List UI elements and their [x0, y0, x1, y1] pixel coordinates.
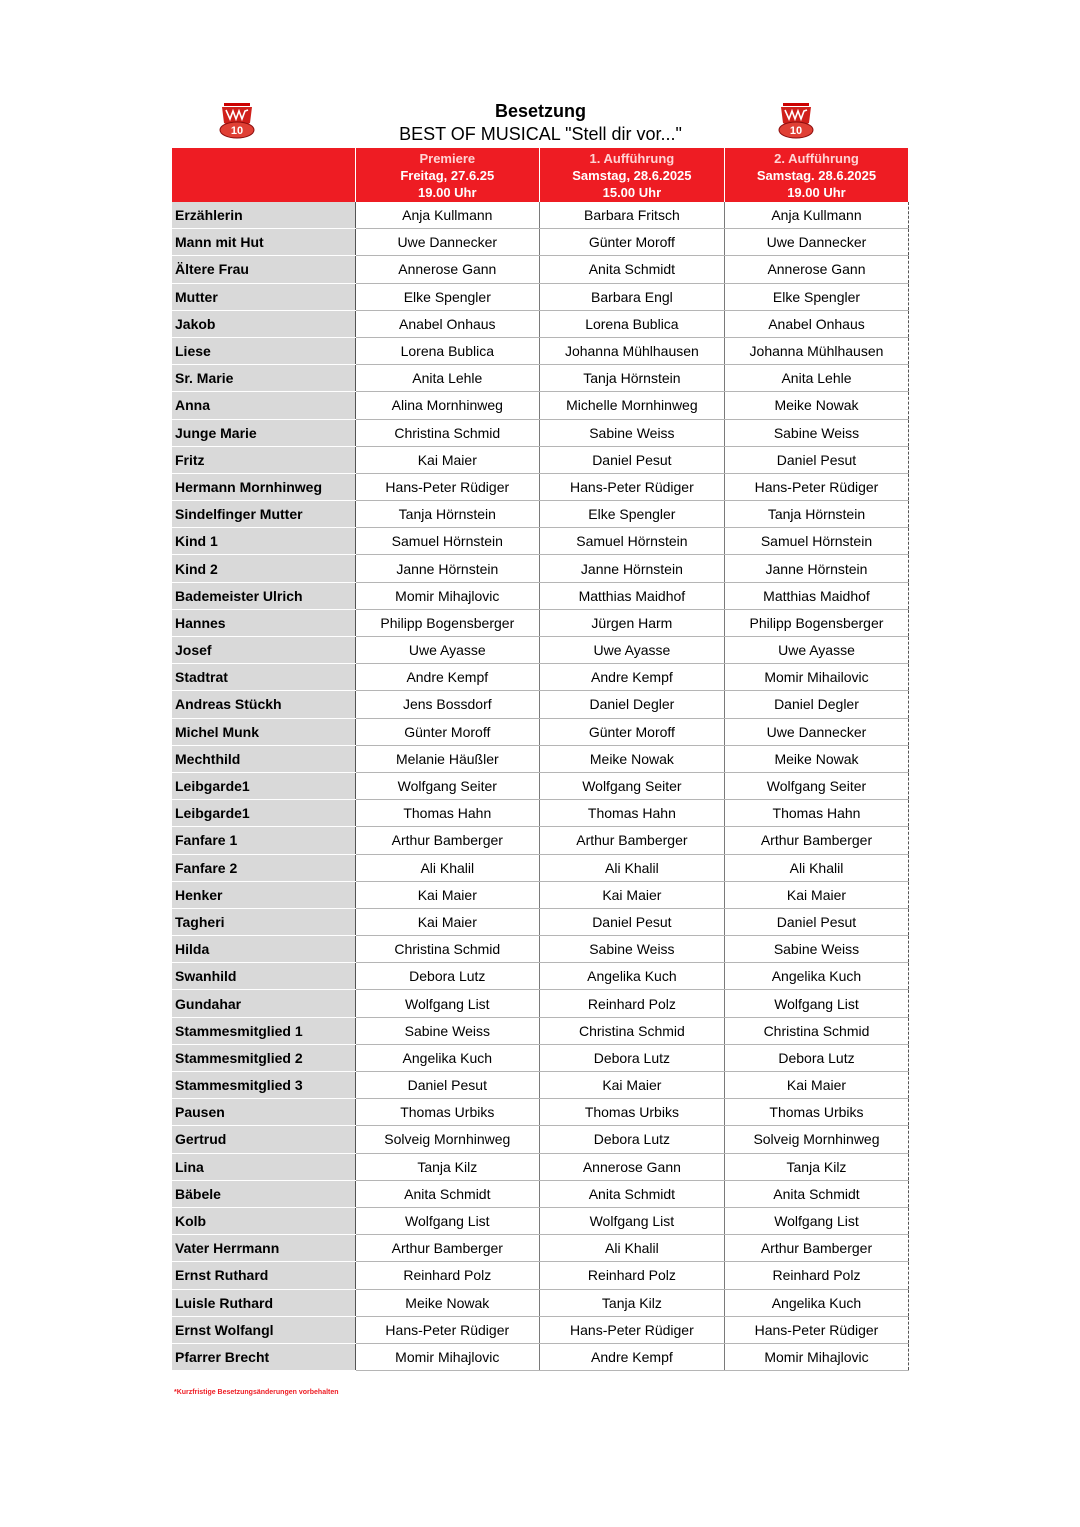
cast-member-cell: Sabine Weiss: [540, 419, 725, 446]
cast-member-cell: Wolfgang List: [355, 990, 540, 1017]
cast-member-cell: Anita Schmidt: [724, 1180, 909, 1207]
cast-member-cell: Thomas Hahn: [724, 800, 909, 827]
cast-member-cell: Barbara Fritsch: [540, 202, 725, 229]
cast-member-cell: Solveig Mornhinweg: [724, 1126, 909, 1153]
header-performance-2: 2. Aufführung Samstag. 28.6.2025 19.00 Uhr: [724, 148, 909, 202]
cast-member-cell: Uwe Ayasse: [724, 637, 909, 664]
cast-member-cell: Hans-Peter Rüdiger: [355, 1316, 540, 1343]
cast-member-cell: Jürgen Harm: [540, 609, 725, 636]
cast-member-cell: Samuel Hörnstein: [540, 528, 725, 555]
cast-member-cell: Arthur Bamberger: [355, 1235, 540, 1262]
cast-member-cell: Reinhard Polz: [540, 990, 725, 1017]
cast-member-cell: Uwe Dannecker: [724, 718, 909, 745]
cast-member-cell: Andre Kempf: [540, 664, 725, 691]
table-row: [172, 528, 909, 555]
cast-member-cell: Meike Nowak: [540, 745, 725, 772]
cast-member-cell: Wolfgang List: [724, 1207, 909, 1234]
cast-member-cell: Tanja Hörnstein: [540, 365, 725, 392]
table-row: [172, 446, 909, 473]
table-row: [172, 419, 909, 446]
cast-member-cell: Debora Lutz: [540, 1044, 725, 1071]
table-row: [172, 365, 909, 392]
cast-member-cell: Christina Schmid: [355, 419, 540, 446]
role-name: Hermann Mornhinweg: [172, 473, 355, 500]
table-row: [172, 1180, 909, 1207]
cast-member-cell: Kai Maier: [724, 1072, 909, 1099]
cast-member-cell: Janne Hörnstein: [540, 555, 725, 582]
table-row: [172, 691, 909, 718]
role-name: Kind 1: [172, 528, 355, 555]
cast-member-cell: Debora Lutz: [540, 1126, 725, 1153]
cast-member-cell: Tanja Hörnstein: [355, 501, 540, 528]
svg-text:10: 10: [230, 125, 244, 137]
cast-member-cell: Annerose Gann: [355, 256, 540, 283]
cast-member-cell: Lorena Bublica: [355, 337, 540, 364]
cast-member-cell: Günter Moroff: [540, 229, 725, 256]
cast-member-cell: Reinhard Polz: [355, 1262, 540, 1289]
footnote: *Kurzfristige Besetzungsänderungen vorbehalten: [174, 1389, 339, 1396]
table-row: [172, 392, 909, 419]
cast-member-cell: Tanja Kilz: [540, 1289, 725, 1316]
cast-member-cell: Andre Kempf: [540, 1343, 725, 1370]
role-name: Gundahar: [172, 990, 355, 1017]
page-title: Besetzung: [494, 101, 586, 121]
header-performance-1: 1. Aufführung Samstag, 28.6.2025 15.00 Uhr: [540, 148, 725, 202]
cast-member-cell: Meike Nowak: [724, 745, 909, 772]
table-row: [172, 1343, 909, 1370]
cast-member-cell: Hans-Peter Rüdiger: [540, 1316, 725, 1343]
cast-member-cell: Uwe Dannecker: [724, 229, 909, 256]
cast-member-cell: Solveig Mornhinweg: [355, 1126, 540, 1153]
table-row: [172, 745, 909, 772]
role-name: Liese: [172, 337, 355, 364]
cast-member-cell: Melanie Häußler: [355, 745, 540, 772]
cast-member-cell: Christina Schmid: [355, 936, 540, 963]
cast-member-cell: Johanna Mühlhausen: [724, 337, 909, 364]
role-name: Bademeister Ulrich: [172, 582, 355, 609]
cast-member-cell: Annerose Gann: [540, 1153, 725, 1180]
table-row: [172, 1235, 909, 1262]
cast-member-cell: Tanja Hörnstein: [724, 501, 909, 528]
cast-member-cell: Kai Maier: [540, 881, 725, 908]
cast-member-cell: Samuel Hörnstein: [355, 528, 540, 555]
cast-member-cell: Meike Nowak: [724, 392, 909, 419]
role-name: Mechthild: [172, 745, 355, 772]
role-name: Anna: [172, 392, 355, 419]
table-row: [172, 827, 909, 854]
table-row: [172, 202, 909, 229]
role-name: Jakob: [172, 310, 355, 337]
table-row: [172, 582, 909, 609]
table-row: [172, 908, 909, 935]
cast-member-cell: Reinhard Polz: [540, 1262, 725, 1289]
table-row: [172, 555, 909, 582]
cast-member-cell: Debora Lutz: [724, 1044, 909, 1071]
cast-member-cell: Anita Lehle: [355, 365, 540, 392]
cast-member-cell: Matthias Maidhof: [540, 582, 725, 609]
role-name: Tagheri: [172, 908, 355, 935]
cast-member-cell: Lorena Bublica: [540, 310, 725, 337]
table-row: [172, 256, 909, 283]
role-name: Stadtrat: [172, 664, 355, 691]
cast-member-cell: Ali Khalil: [724, 854, 909, 881]
cast-member-cell: Günter Moroff: [540, 718, 725, 745]
cast-member-cell: Elke Spengler: [724, 283, 909, 310]
cast-member-cell: Momir Mihailovic: [724, 664, 909, 691]
cast-member-cell: Jens Bossdorf: [355, 691, 540, 718]
cast-member-cell: Christina Schmid: [724, 1017, 909, 1044]
role-name: Ältere Frau: [172, 256, 355, 283]
cast-member-cell: Momir Mihajlovic: [355, 1343, 540, 1370]
cast-member-cell: Momir Mihajlovic: [355, 582, 540, 609]
cast-member-cell: Arthur Bamberger: [540, 827, 725, 854]
cast-member-cell: Angelika Kuch: [540, 963, 725, 990]
role-name: Luisle Ruthard: [172, 1289, 355, 1316]
role-name: Leibgarde1: [172, 772, 355, 799]
role-name: Fritz: [172, 446, 355, 473]
cast-member-cell: Daniel Pesut: [724, 446, 909, 473]
cast-member-cell: Kai Maier: [355, 908, 540, 935]
cast-member-cell: Sabine Weiss: [355, 1017, 540, 1044]
cast-member-cell: Kai Maier: [724, 881, 909, 908]
cast-member-cell: Daniel Pesut: [355, 1072, 540, 1099]
cast-member-cell: Ali Khalil: [355, 854, 540, 881]
role-name: Hannes: [172, 609, 355, 636]
cast-member-cell: Hans-Peter Rüdiger: [724, 1316, 909, 1343]
role-name: Mutter: [172, 283, 355, 310]
table-row: [172, 473, 909, 500]
table-row: [172, 283, 909, 310]
role-name: Michel Munk: [172, 718, 355, 745]
cast-member-cell: Thomas Hahn: [355, 800, 540, 827]
cast-member-cell: Uwe Ayasse: [355, 637, 540, 664]
cast-member-cell: Daniel Pesut: [724, 908, 909, 935]
cast-member-cell: Angelika Kuch: [724, 963, 909, 990]
role-name: Stammesmitglied 3: [172, 1072, 355, 1099]
cast-member-cell: Barbara Engl: [540, 283, 725, 310]
cast-member-cell: Kai Maier: [355, 446, 540, 473]
role-name: Stammesmitglied 1: [172, 1017, 355, 1044]
role-name: Kolb: [172, 1207, 355, 1234]
cast-member-cell: Anita Lehle: [724, 365, 909, 392]
cast-member-cell: Uwe Dannecker: [355, 229, 540, 256]
table-header-row: [172, 148, 909, 202]
cast-member-cell: Wolfgang Seiter: [540, 772, 725, 799]
cast-member-cell: Daniel Pesut: [540, 446, 725, 473]
role-name: Leibgarde1: [172, 800, 355, 827]
role-name: Josef: [172, 637, 355, 664]
table-row: [172, 990, 909, 1017]
table-row: [172, 963, 909, 990]
cast-member-cell: Daniel Degler: [540, 691, 725, 718]
cast-member-cell: Sabine Weiss: [724, 419, 909, 446]
cast-member-cell: Arthur Bamberger: [355, 827, 540, 854]
table-row: [172, 337, 909, 364]
role-name: Sr. Marie: [172, 365, 355, 392]
role-name: Fanfare 2: [172, 854, 355, 881]
cast-member-cell: Thomas Hahn: [540, 800, 725, 827]
cast-member-cell: Tanja Kilz: [355, 1153, 540, 1180]
page-subtitle: BEST OF MUSICAL "Stell dir vor...": [399, 124, 682, 144]
table-row: [172, 310, 909, 337]
cast-member-cell: Janne Hörnstein: [724, 555, 909, 582]
role-name: Pausen: [172, 1099, 355, 1126]
cast-member-cell: Annerose Gann: [724, 256, 909, 283]
cast-member-cell: Wolfgang List: [724, 990, 909, 1017]
role-name: Sindelfinger Mutter: [172, 501, 355, 528]
cast-member-cell: Wolfgang List: [540, 1207, 725, 1234]
table-row: [172, 1072, 909, 1099]
cast-table-body: [172, 202, 909, 1371]
cast-member-cell: Arthur Bamberger: [724, 1235, 909, 1262]
role-name: Hilda: [172, 936, 355, 963]
role-name: Lina: [172, 1153, 355, 1180]
cast-member-cell: Janne Hörnstein: [355, 555, 540, 582]
cast-member-cell: Hans-Peter Rüdiger: [540, 473, 725, 500]
role-name: Pfarrer Brecht: [172, 1343, 355, 1370]
cast-member-cell: Hans-Peter Rüdiger: [724, 473, 909, 500]
cast-member-cell: Kai Maier: [540, 1072, 725, 1099]
cast-member-cell: Kai Maier: [355, 881, 540, 908]
cast-member-cell: Samuel Hörnstein: [724, 528, 909, 555]
cast-member-cell: Hans-Peter Rüdiger: [355, 473, 540, 500]
role-name: Bäbele: [172, 1180, 355, 1207]
cast-member-cell: Debora Lutz: [355, 963, 540, 990]
cast-member-cell: Michelle Mornhinweg: [540, 392, 725, 419]
cast-member-cell: Thomas Urbiks: [355, 1099, 540, 1126]
table-row: [172, 800, 909, 827]
table-row: [172, 936, 909, 963]
role-name: Ernst Ruthard: [172, 1262, 355, 1289]
role-name: Andreas Stückh: [172, 691, 355, 718]
cast-member-cell: Meike Nowak: [355, 1289, 540, 1316]
role-name: Junge Marie: [172, 419, 355, 446]
cast-member-cell: Elke Spengler: [355, 283, 540, 310]
cast-member-cell: Reinhard Polz: [724, 1262, 909, 1289]
table-row: [172, 229, 909, 256]
cast-member-cell: Anja Kullmann: [724, 202, 909, 229]
role-name: Erzählerin: [172, 202, 355, 229]
cast-member-cell: Philipp Bogensberger: [355, 609, 540, 636]
cast-member-cell: Angelika Kuch: [355, 1044, 540, 1071]
cast-member-cell: Wolfgang Seiter: [724, 772, 909, 799]
table-row: [172, 718, 909, 745]
cast-member-cell: Anabel Onhaus: [355, 310, 540, 337]
cast-member-cell: Elke Spengler: [540, 501, 725, 528]
cast-member-cell: Daniel Pesut: [540, 908, 725, 935]
cast-table: [172, 148, 909, 1371]
role-name: Kind 2: [172, 555, 355, 582]
table-row: [172, 609, 909, 636]
table-row: [172, 637, 909, 664]
table-row: [172, 1044, 909, 1071]
table-row: [172, 1316, 909, 1343]
cast-member-cell: Ali Khalil: [540, 854, 725, 881]
role-name: Swanhild: [172, 963, 355, 990]
table-row: [172, 881, 909, 908]
cast-member-cell: Wolfgang Seiter: [355, 772, 540, 799]
table-row: [172, 1153, 909, 1180]
cast-member-cell: Anita Schmidt: [540, 1180, 725, 1207]
table-row: [172, 1126, 909, 1153]
cast-member-cell: Tanja Kilz: [724, 1153, 909, 1180]
cast-member-cell: Ali Khalil: [540, 1235, 725, 1262]
cast-member-cell: Johanna Mühlhausen: [540, 337, 725, 364]
cast-member-cell: Anita Schmidt: [355, 1180, 540, 1207]
cast-member-cell: Günter Moroff: [355, 718, 540, 745]
table-row: [172, 501, 909, 528]
role-name: Vater Herrmann: [172, 1235, 355, 1262]
cast-member-cell: Wolfgang List: [355, 1207, 540, 1234]
cast-member-cell: Thomas Urbiks: [724, 1099, 909, 1126]
cast-member-cell: Anabel Onhaus: [724, 310, 909, 337]
svg-text:10: 10: [789, 125, 803, 137]
role-name: Stammesmitglied 2: [172, 1044, 355, 1071]
table-row: [172, 1017, 909, 1044]
cast-member-cell: Alina Mornhinweg: [355, 392, 540, 419]
cast-member-cell: Philipp Bogensberger: [724, 609, 909, 636]
table-row: [172, 1207, 909, 1234]
table-row: [172, 1099, 909, 1126]
cast-member-cell: Arthur Bamberger: [724, 827, 909, 854]
cast-member-cell: Anita Schmidt: [540, 256, 725, 283]
header-role-cell: [172, 148, 355, 202]
cast-member-cell: Sabine Weiss: [724, 936, 909, 963]
cast-member-cell: Andre Kempf: [355, 664, 540, 691]
cast-member-cell: Matthias Maidhof: [724, 582, 909, 609]
role-name: Henker: [172, 881, 355, 908]
cast-member-cell: Christina Schmid: [540, 1017, 725, 1044]
cast-member-cell: Thomas Urbiks: [540, 1099, 725, 1126]
role-name: Fanfare 1: [172, 827, 355, 854]
cast-member-cell: Angelika Kuch: [724, 1289, 909, 1316]
table-row: [172, 1289, 909, 1316]
cast-member-cell: Sabine Weiss: [540, 936, 725, 963]
table-row: [172, 664, 909, 691]
role-name: Gertrud: [172, 1126, 355, 1153]
role-name: Ernst Wolfangl: [172, 1316, 355, 1343]
cast-member-cell: Momir Mihajlovic: [724, 1343, 909, 1370]
cast-member-cell: Daniel Degler: [724, 691, 909, 718]
role-name: Mann mit Hut: [172, 229, 355, 256]
table-row: [172, 1262, 909, 1289]
cast-member-cell: Anja Kullmann: [355, 202, 540, 229]
header-performance-premiere: Premiere Freitag, 27.6.25 19.00 Uhr: [355, 148, 540, 202]
cast-member-cell: Uwe Ayasse: [540, 637, 725, 664]
table-row: [172, 854, 909, 881]
page-header: [172, 100, 909, 148]
table-row: [172, 772, 909, 799]
